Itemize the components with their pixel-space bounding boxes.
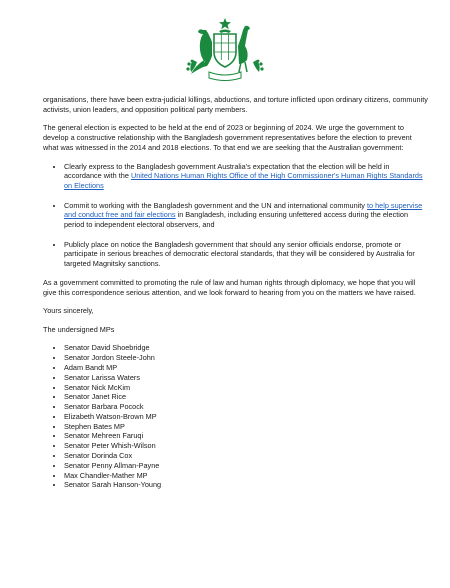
- signatory: • Senator Mehreen Faruqi: [64, 431, 429, 441]
- signatory: • Senator Dorinda Cox: [64, 451, 429, 461]
- signatory: • Senator Barbara Pocock: [64, 402, 429, 412]
- coat-of-arms-crest: [185, 16, 265, 86]
- signatory: • Adam Bandt MP: [64, 363, 429, 373]
- paragraph-continuation: organisations, there have been extra-judicial killings, abductions, and torture inflicted upon ordinary citizens, community activists, union leaders, and opposition political party members.: [43, 95, 428, 114]
- signatory: • Max Chandler-Mather MP: [64, 471, 429, 481]
- undersigned-heading: The undersigned MPs: [43, 324, 115, 334]
- un-standards-link[interactable]: United Nations Human Rights Office of the High Commissioner's Human Rights Standards on Elections: [64, 171, 423, 191]
- signatory: • Senator Jordon Steele-John: [64, 353, 429, 363]
- letter-body: [43, 95, 429, 499]
- signatory: • Senator Nick McKim: [64, 383, 429, 393]
- signatory: • Stephen Bates MP: [64, 422, 429, 432]
- paragraph-election: The general election is expected to be held at the end of 2023 or beginning of 2024. We urge the government to develop a constructive relationship with the Bangladesh government representatives before the election to prevent what was witnessed in the 2014 and 2018 elections. To that end we are seeking that the Australian government:: [43, 123, 412, 152]
- sign-off: Yours sincerely,: [43, 306, 94, 316]
- signatory: • Senator Sarah Hanson-Young: [64, 480, 429, 490]
- signatory: • Senator Penny Allman-Payne: [64, 461, 429, 471]
- signatory: • Senator Larissa Waters: [64, 373, 429, 383]
- signatory: • Senator David Shoebridge: [64, 343, 429, 353]
- list-item: [64, 162, 429, 191]
- signatories-list: [43, 343, 429, 490]
- free-fair-elections-link[interactable]: to help supervise and conduct free and fair elections: [64, 200, 423, 220]
- signatory: • Senator Peter Whish-Wilson: [64, 441, 429, 451]
- signatory: • Senator Janet Rice: [64, 392, 429, 402]
- list-item: • Publicly place on notice the Bangladesh government that should any senior officials endorse, promote or participate in serious breaches of democratic electoral standards, that they will be considered by Australia for targeted Magnitsky sanctions.: [64, 240, 429, 269]
- paragraph-closing: As a government committed to promoting the rule of law and human rights through diplomacy, we hope that you will give this correspondence serious attention, and we look forward to hearing from you on the matters we have raised.: [43, 277, 416, 297]
- bullet2-text: Commit to working with the Bangladesh government and the UN and international community: [64, 200, 367, 210]
- list-item: [64, 201, 429, 230]
- bullet2-text-end: in Bangladesh, including ensuring unfettered access during the election period to independent electoral observers, and: [64, 210, 409, 230]
- signatory: • Elizabeth Watson-Brown MP: [64, 412, 429, 422]
- bullet1-text: Clearly express to the Bangladesh government Australia's expectation that the election will be held in accordance with the: [64, 161, 390, 181]
- requests-list: [43, 162, 429, 269]
